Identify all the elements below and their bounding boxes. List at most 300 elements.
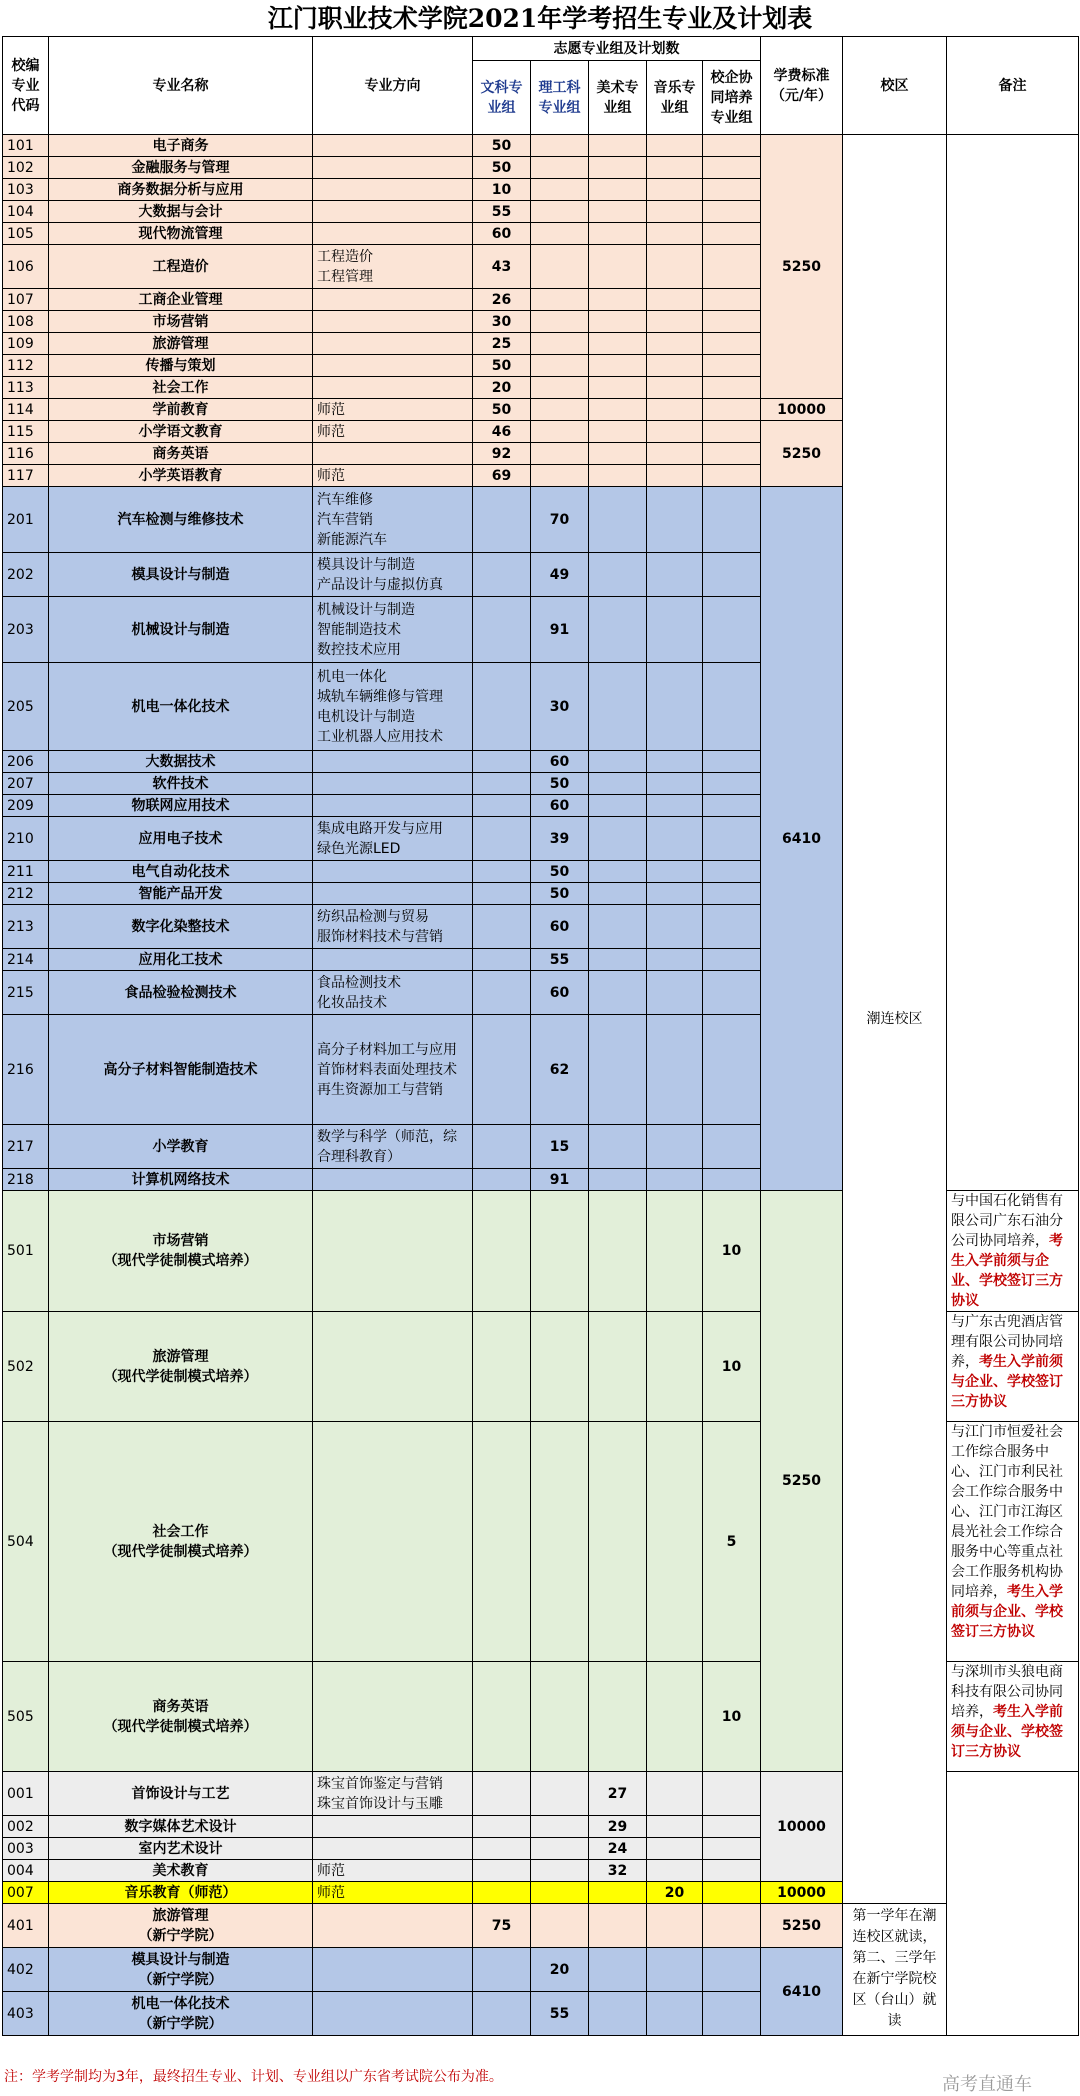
major-direction: [313, 223, 473, 245]
watermark: 高考直通车: [942, 2074, 1032, 2095]
major-name: 机电一体化技术 （新宁学院）: [49, 1992, 313, 2036]
major-code: 212: [3, 883, 49, 905]
plan-yinyue: [647, 1015, 703, 1125]
remark-blank: [947, 1772, 1079, 2036]
major-name: 计算机网络技术: [49, 1169, 313, 1191]
plan-ligong: 50: [531, 861, 589, 883]
plan-ligong: [531, 311, 589, 333]
tuition-fee: 6410: [761, 487, 843, 1191]
plan-xiaoqi: [703, 905, 761, 949]
plan-meishu: [589, 465, 647, 487]
plan-yinyue: [647, 1125, 703, 1169]
plan-ligong: 60: [531, 795, 589, 817]
major-direction: 机电一体化 城轨车辆维修与管理 电机设计与制造 工业机器人应用技术: [313, 663, 473, 751]
plan-wenke: [473, 597, 531, 663]
plan-wenke: [473, 883, 531, 905]
plan-xiaoqi: [703, 1904, 761, 1948]
plan-meishu: [589, 553, 647, 597]
plan-ligong: 91: [531, 1169, 589, 1191]
plan-wenke: 92: [473, 443, 531, 465]
major-name: 商务数据分析与应用: [49, 179, 313, 201]
plan-ligong: [531, 245, 589, 289]
plan-xiaoqi: [703, 883, 761, 905]
header-group-plan: 志愿专业组及计划数: [473, 37, 761, 61]
plan-ligong: [531, 465, 589, 487]
plan-xiaoqi: [703, 157, 761, 179]
plan-yinyue: [647, 421, 703, 443]
plan-xiaoqi: [703, 245, 761, 289]
major-name: 金融服务与管理: [49, 157, 313, 179]
plan-ligong: [531, 289, 589, 311]
major-code: 114: [3, 399, 49, 421]
plan-xiaoqi: [703, 817, 761, 861]
major-direction: 工程造价 工程管理: [313, 245, 473, 289]
major-code: 210: [3, 817, 49, 861]
major-name: 机械设计与制造: [49, 597, 313, 663]
plan-meishu: [589, 355, 647, 377]
plan-ligong: 15: [531, 1125, 589, 1169]
plan-yinyue: [647, 1422, 703, 1662]
plan-meishu: [589, 861, 647, 883]
plan-yinyue: [647, 289, 703, 311]
plan-wenke: [473, 861, 531, 883]
plan-meishu: [589, 399, 647, 421]
remark: [947, 1191, 1079, 1312]
major-direction: 集成电路开发与应用 绿色光源LED: [313, 817, 473, 861]
major-name: 社会工作: [49, 377, 313, 399]
remark: [947, 1422, 1079, 1662]
major-code: 203: [3, 597, 49, 663]
plan-meishu: [589, 1948, 647, 1992]
plan-yinyue: [647, 399, 703, 421]
major-code: 002: [3, 1816, 49, 1838]
plan-yinyue: [647, 817, 703, 861]
plan-yinyue: [647, 201, 703, 223]
plan-yinyue: [647, 443, 703, 465]
campus-name: 潮连校区: [843, 135, 947, 1904]
plan-yinyue: [647, 597, 703, 663]
major-code: 504: [3, 1422, 49, 1662]
header-name: 专业名称: [49, 37, 313, 135]
plan-meishu: [589, 179, 647, 201]
plan-meishu: [589, 905, 647, 949]
major-code: 501: [3, 1191, 49, 1312]
major-name: 小学语文教育: [49, 421, 313, 443]
plan-yinyue: [647, 377, 703, 399]
plan-xiaoqi: [703, 1169, 761, 1191]
major-direction: [313, 1816, 473, 1838]
plan-ligong: [531, 157, 589, 179]
major-code: 104: [3, 201, 49, 223]
header-fee: 学费标准（元/年）: [761, 37, 843, 135]
major-direction: [313, 1992, 473, 2036]
remark-blank: [947, 135, 1079, 1191]
plan-meishu: [589, 883, 647, 905]
plan-xiaoqi: [703, 1838, 761, 1860]
plan-yinyue: [647, 949, 703, 971]
plan-meishu: [589, 1662, 647, 1772]
plan-yinyue: [647, 1816, 703, 1838]
plan-xiaoqi: [703, 289, 761, 311]
major-direction: [313, 795, 473, 817]
major-name: 高分子材料智能制造技术: [49, 1015, 313, 1125]
remark-warning: 考生入学前须与企业、学校签订三方协议: [951, 1704, 1063, 1760]
major-direction: 模具设计与制造 产品设计与虚拟仿真: [313, 553, 473, 597]
plan-xiaoqi: [703, 223, 761, 245]
plan-ligong: 49: [531, 553, 589, 597]
remark-warning: 考生入学前须与企业、学校签订三方协议: [951, 1354, 1063, 1410]
major-code: 105: [3, 223, 49, 245]
plan-yinyue: [647, 465, 703, 487]
plan-ligong: 60: [531, 971, 589, 1015]
major-direction: [313, 1312, 473, 1422]
plan-yinyue: 20: [647, 1882, 703, 1904]
plan-wenke: [473, 663, 531, 751]
plan-ligong: [531, 1772, 589, 1816]
major-name: 商务英语: [49, 443, 313, 465]
major-code: 102: [3, 157, 49, 179]
major-direction: 师范: [313, 421, 473, 443]
plan-meishu: 32: [589, 1860, 647, 1882]
major-direction: [313, 1422, 473, 1662]
remark-warning: 考生入学前须与企业、学校签订三方协议: [951, 1233, 1063, 1309]
plan-wenke: 43: [473, 245, 531, 289]
major-name: 应用化工技术: [49, 949, 313, 971]
header-ligong: 理工科专业组: [531, 61, 589, 135]
plan-yinyue: [647, 311, 703, 333]
major-direction: [313, 355, 473, 377]
header-meishu: 美术专业组: [589, 61, 647, 135]
plan-yinyue: [647, 1772, 703, 1816]
plan-meishu: [589, 487, 647, 553]
plan-yinyue: [647, 971, 703, 1015]
plan-ligong: 60: [531, 905, 589, 949]
major-name: 食品检验检测技术: [49, 971, 313, 1015]
plan-ligong: [531, 223, 589, 245]
major-direction: 珠宝首饰鉴定与营销 珠宝首饰设计与玉雕: [313, 1772, 473, 1816]
plan-yinyue: [647, 861, 703, 883]
major-direction: [313, 377, 473, 399]
plan-xiaoqi: [703, 487, 761, 553]
major-direction: [313, 289, 473, 311]
enrollment-table: [2, 36, 1079, 2036]
major-name: 音乐教育（师范）: [49, 1882, 313, 1904]
table-row: [3, 135, 1079, 157]
header-yinyue: 音乐专业组: [647, 61, 703, 135]
plan-wenke: 30: [473, 311, 531, 333]
major-direction: [313, 443, 473, 465]
major-code: 108: [3, 311, 49, 333]
plan-meishu: [589, 817, 647, 861]
plan-yinyue: [647, 179, 703, 201]
major-direction: [313, 1191, 473, 1312]
plan-xiaoqi: [703, 1772, 761, 1816]
plan-yinyue: [647, 1838, 703, 1860]
plan-xiaoqi: [703, 179, 761, 201]
major-name: 旅游管理: [49, 333, 313, 355]
plan-yinyue: [647, 1191, 703, 1312]
plan-yinyue: [647, 245, 703, 289]
major-name: 软件技术: [49, 773, 313, 795]
plan-ligong: 60: [531, 751, 589, 773]
major-code: 211: [3, 861, 49, 883]
plan-wenke: [473, 553, 531, 597]
plan-meishu: [589, 1191, 647, 1312]
major-code: 216: [3, 1015, 49, 1125]
plan-meishu: [589, 135, 647, 157]
major-name: 数字媒体艺术设计: [49, 1816, 313, 1838]
major-direction: [313, 1948, 473, 1992]
plan-ligong: [531, 355, 589, 377]
plan-xiaoqi: [703, 399, 761, 421]
plan-yinyue: [647, 1992, 703, 2036]
major-direction: [313, 201, 473, 223]
tuition-fee: 6410: [761, 1948, 843, 2036]
plan-meishu: [589, 1904, 647, 1948]
plan-yinyue: [647, 663, 703, 751]
major-code: 117: [3, 465, 49, 487]
plan-xiaoqi: [703, 333, 761, 355]
plan-wenke: [473, 1992, 531, 2036]
header-note: 备注: [947, 37, 1079, 135]
plan-meishu: [589, 289, 647, 311]
plan-ligong: 50: [531, 773, 589, 795]
plan-xiaoqi: [703, 135, 761, 157]
header-xiaoqi: 校企协同培养专业组: [703, 61, 761, 135]
major-code: 001: [3, 1772, 49, 1816]
table-body: [3, 37, 1079, 2036]
major-code: 505: [3, 1662, 49, 1772]
plan-yinyue: [647, 333, 703, 355]
plan-meishu: [589, 597, 647, 663]
plan-meishu: [589, 223, 647, 245]
plan-xiaoqi: [703, 663, 761, 751]
major-name: 旅游管理 （现代学徒制模式培养）: [49, 1312, 313, 1422]
plan-ligong: 55: [531, 1992, 589, 2036]
plan-xiaoqi: [703, 597, 761, 663]
major-name: 模具设计与制造 （新宁学院）: [49, 1948, 313, 1992]
major-direction: 汽车维修 汽车营销 新能源汽车: [313, 487, 473, 553]
major-direction: 师范: [313, 465, 473, 487]
plan-xiaoqi: [703, 751, 761, 773]
plan-meishu: [589, 773, 647, 795]
plan-xiaoqi: [703, 1015, 761, 1125]
major-name: 大数据技术: [49, 751, 313, 773]
plan-wenke: 10: [473, 179, 531, 201]
plan-xiaoqi: [703, 1860, 761, 1882]
plan-yinyue: [647, 1169, 703, 1191]
major-name: 市场营销: [49, 311, 313, 333]
plan-yinyue: [647, 1312, 703, 1422]
plan-meishu: [589, 333, 647, 355]
plan-xiaoqi: 10: [703, 1191, 761, 1312]
plan-yinyue: [647, 1860, 703, 1882]
major-name: 智能产品开发: [49, 883, 313, 905]
plan-yinyue: [647, 157, 703, 179]
major-code: 106: [3, 245, 49, 289]
major-direction: [313, 861, 473, 883]
plan-wenke: [473, 971, 531, 1015]
plan-meishu: [589, 201, 647, 223]
plan-yinyue: [647, 883, 703, 905]
plan-xiaoqi: [703, 443, 761, 465]
plan-wenke: [473, 773, 531, 795]
major-code: 401: [3, 1904, 49, 1948]
footer-note: 注：学考学制均为3年，最终招生专业、计划、专业组以广东省考试院公布为准。: [4, 2069, 503, 2085]
plan-meishu: [589, 751, 647, 773]
plan-wenke: 75: [473, 1904, 531, 1948]
major-name: 商务英语 （现代学徒制模式培养）: [49, 1662, 313, 1772]
major-code: 218: [3, 1169, 49, 1191]
plan-xiaoqi: [703, 421, 761, 443]
plan-ligong: [531, 201, 589, 223]
major-code: 109: [3, 333, 49, 355]
major-code: 214: [3, 949, 49, 971]
plan-xiaoqi: [703, 201, 761, 223]
major-code: 402: [3, 1948, 49, 1992]
plan-yinyue: [647, 1948, 703, 1992]
plan-yinyue: [647, 487, 703, 553]
plan-yinyue: [647, 1904, 703, 1948]
plan-meishu: 27: [589, 1772, 647, 1816]
plan-ligong: [531, 1816, 589, 1838]
tuition-fee: 5250: [761, 421, 843, 487]
major-code: 004: [3, 1860, 49, 1882]
remark-text: 与中国石化销售有限公司广东石油分公司协同培养，: [951, 1193, 1063, 1249]
plan-meishu: [589, 663, 647, 751]
plan-wenke: [473, 487, 531, 553]
plan-meishu: [589, 421, 647, 443]
major-name: 机电一体化技术: [49, 663, 313, 751]
major-code: 112: [3, 355, 49, 377]
plan-yinyue: [647, 223, 703, 245]
plan-yinyue: [647, 751, 703, 773]
major-direction: [313, 157, 473, 179]
plan-xiaoqi: [703, 1992, 761, 2036]
major-direction: [313, 949, 473, 971]
remark-text: 与广东古兜酒店管理有限公司协同培养，: [951, 1314, 1063, 1370]
major-name: 现代物流管理: [49, 223, 313, 245]
major-direction: 数学与科学（师范，综合理科教育）: [313, 1125, 473, 1169]
plan-xiaoqi: [703, 949, 761, 971]
remark: [947, 1312, 1079, 1422]
major-name: 工商企业管理: [49, 289, 313, 311]
plan-meishu: 24: [589, 1838, 647, 1860]
plan-xiaoqi: [703, 1882, 761, 1904]
plan-xiaoqi: [703, 773, 761, 795]
major-direction: [313, 333, 473, 355]
header-direction: 专业方向: [313, 37, 473, 135]
major-name: 小学英语教育: [49, 465, 313, 487]
plan-wenke: [473, 1015, 531, 1125]
plan-ligong: [531, 1191, 589, 1312]
major-name: 电子商务: [49, 135, 313, 157]
major-code: 215: [3, 971, 49, 1015]
remark-warning: 考生入学前须与企业、学校签订三方协议: [951, 1584, 1063, 1640]
major-direction: [313, 311, 473, 333]
page-title: 江门职业技术学院2021年学考招生专业及计划表: [267, 4, 813, 33]
plan-ligong: 91: [531, 597, 589, 663]
plan-wenke: [473, 1125, 531, 1169]
major-direction: [313, 773, 473, 795]
plan-ligong: [531, 1904, 589, 1948]
remark-text: 与深圳市头狼电商科技有限公司协同培养，: [951, 1664, 1063, 1720]
major-name: 首饰设计与工艺: [49, 1772, 313, 1816]
major-name: 应用电子技术: [49, 817, 313, 861]
major-code: 107: [3, 289, 49, 311]
major-code: 101: [3, 135, 49, 157]
plan-xiaoqi: [703, 861, 761, 883]
major-code: 115: [3, 421, 49, 443]
plan-wenke: [473, 1422, 531, 1662]
major-name: 模具设计与制造: [49, 553, 313, 597]
plan-meishu: [589, 443, 647, 465]
major-direction: 食品检测技术 化妆品技术: [313, 971, 473, 1015]
major-direction: [313, 883, 473, 905]
table-row: [3, 1904, 1079, 1948]
plan-xiaoqi: [703, 553, 761, 597]
plan-wenke: [473, 817, 531, 861]
plan-ligong: [531, 1312, 589, 1422]
plan-ligong: [531, 135, 589, 157]
major-code: 205: [3, 663, 49, 751]
major-code: 209: [3, 795, 49, 817]
plan-meishu: [589, 1312, 647, 1422]
major-direction: 师范: [313, 399, 473, 421]
plan-wenke: [473, 949, 531, 971]
plan-ligong: [531, 421, 589, 443]
plan-ligong: 55: [531, 949, 589, 971]
plan-ligong: [531, 443, 589, 465]
remark: [947, 1662, 1079, 1772]
header-code: 校编专业代码: [3, 37, 49, 135]
major-direction: [313, 751, 473, 773]
plan-wenke: [473, 1816, 531, 1838]
plan-xiaoqi: [703, 1816, 761, 1838]
major-code: 206: [3, 751, 49, 773]
plan-wenke: [473, 905, 531, 949]
plan-yinyue: [647, 905, 703, 949]
plan-xiaoqi: [703, 377, 761, 399]
plan-wenke: [473, 1948, 531, 1992]
major-code: 207: [3, 773, 49, 795]
plan-meishu: [589, 1992, 647, 2036]
major-direction: 纺织品检测与贸易 服饰材料技术与营销: [313, 905, 473, 949]
remark-text: 与江门市恒爱社会工作综合服务中心、江门市利民社会工作综合服务中心、江门市江海区晨光社会工作综合服务中心等重点社会工作服务机构协同培养，: [951, 1424, 1063, 1600]
plan-meishu: [589, 311, 647, 333]
campus-name: 第一学年在潮连校区就读，第二、三学年在新宁学院校区（台山）就读: [843, 1904, 947, 2036]
plan-ligong: [531, 333, 589, 355]
tuition-fee: 5250: [761, 135, 843, 399]
plan-wenke: [473, 1772, 531, 1816]
plan-yinyue: [647, 773, 703, 795]
tuition-fee: 5250: [761, 1904, 843, 1948]
plan-wenke: [473, 1169, 531, 1191]
major-code: 116: [3, 443, 49, 465]
plan-wenke: [473, 1312, 531, 1422]
plan-meishu: [589, 1882, 647, 1904]
major-code: 502: [3, 1312, 49, 1422]
plan-meishu: [589, 377, 647, 399]
major-code: 103: [3, 179, 49, 201]
major-code: 403: [3, 1992, 49, 2036]
plan-ligong: [531, 1860, 589, 1882]
plan-wenke: 50: [473, 399, 531, 421]
tuition-fee: 5250: [761, 1191, 843, 1772]
plan-meishu: [589, 1422, 647, 1662]
major-direction: 机械设计与制造 智能制造技术 数控技术应用: [313, 597, 473, 663]
major-name: 物联网应用技术: [49, 795, 313, 817]
